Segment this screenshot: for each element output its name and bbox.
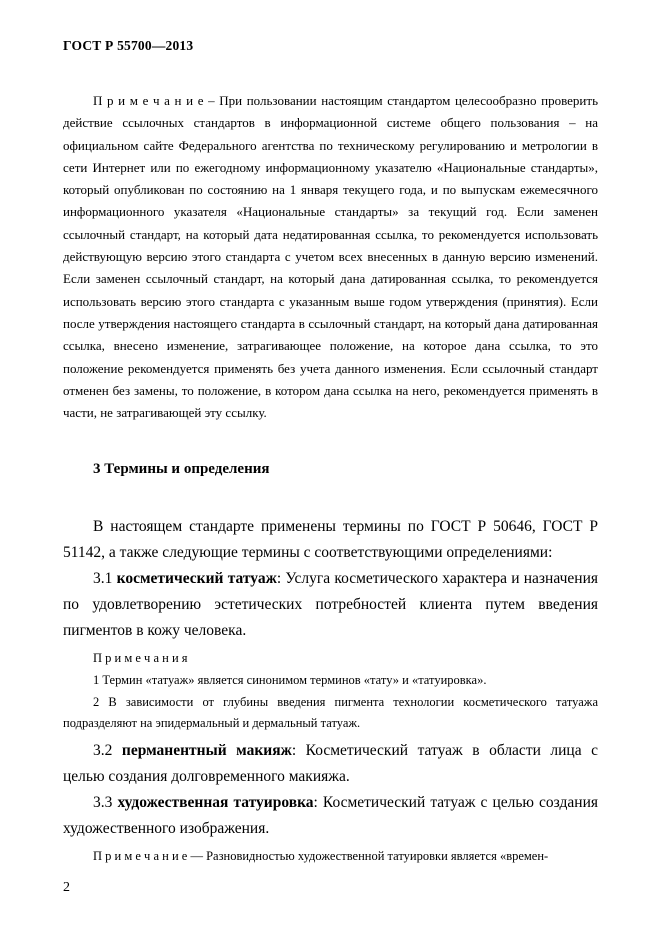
term-3-2 [63,738,598,790]
term-name: косметический татуаж [116,570,277,587]
document-header: ГОСТ Р 55700—2013 [63,38,194,53]
term-definition: : Косметический татуаж с целью создания художественного изображения. [63,794,599,837]
term-definition: : Косметический татуаж в области лица с целью создания долговременного макияжа. [63,742,599,785]
term-3-1 [63,566,598,644]
note-text: — Разновидностью художественной татуировки является «времен- [187,849,549,863]
term-3-3-note [63,846,598,867]
note-item-1: 1 Термин «татуаж» является синонимом терминов «тату» и «татуировка». [93,673,487,687]
term-definition: : Услуга косметического характера и назначения по удовлетворению эстетических потребностей клиента путем введения пигментов в кожу человека. [63,570,599,639]
term-name: перманентный макияж [121,742,292,759]
page-number: 2 [63,880,70,895]
section-title: 3 Термины и определения [93,461,270,477]
term-number: 3.3 [93,794,118,811]
note-text: – При пользовании настоящим стандартом целесообразно проверить действие ссылочных стандартов в информационной системе общего пользования – на официальном сайте Федерального агентства по техническому регулированию и метрологии в сети Интернет или по ежегодному информационному указателю «Национальные стандарты», который опубликован по состоянию на 1 января текущего года, и по выпускам ежемесячного информационного указателя «Национальные стандарты» за текущий год. Если заменен ссылочный стандарт, на который дата недатированная ссылка, то рекомендуется использовать действующую версию этого стандарта с учетом всех внесенных в данную версию изменений. Если заменен ссылочный стандарт, на который дана датированная ссылка, то рекомендуется использовать версию этого стандарта с указанным выше годом утверждения (принятия). Если после утверждения настоящего стандарта в ссылочный стандарт, на который дана датированная ссылка, внесено изменение, затрагивающее положение, на которое дана ссылка, то это положение рекомендуется применять без учета данного изменения. Если ссылочный стандарт отменен без замены, то положение, в котором дана ссылка на него, рекомендуется применять в части, не затрагивающей эту ссылку. [63,93,598,421]
note-label: П р и м е ч а н и е [93,849,188,863]
term-number: 3.2 [93,742,122,759]
term-number: 3.1 [93,570,117,587]
section-intro: В настоящем стандарте применены термины по ГОСТ Р 50646, ГОСТ Р 51142, а также следующие термины с соответствующими определениями: [63,518,598,561]
term-3-3 [63,790,598,842]
reference-note [63,90,598,424]
term-name: художественная татуировка [117,794,314,811]
notes-heading: П р и м е ч а н и я [93,651,188,665]
note-item-2: 2 В зависимости от глубины введения пигмента технологии косметического татуажа подразделяют на эпидермальный и дермальный татуаж. [63,695,598,730]
note-label: П р и м е ч а н и е [93,93,204,108]
